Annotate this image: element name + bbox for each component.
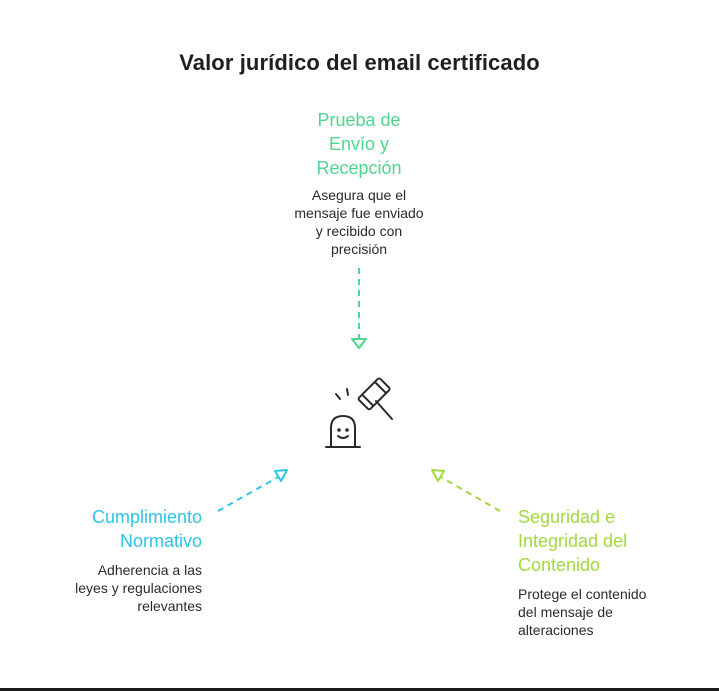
top-desc-line: y recibido con — [315, 223, 403, 239]
right-heading-line: Contenido — [518, 555, 601, 575]
top-heading-line: Recepción — [316, 158, 402, 178]
right-desc-line: Protege el contenido — [518, 586, 647, 602]
left-desc-line: leyes y regulaciones — [75, 580, 202, 596]
right-heading-line: Seguridad e — [518, 507, 616, 527]
top-desc-line: Asegura que el — [311, 187, 407, 203]
right-arrow — [432, 470, 500, 511]
right-heading-line: Integridad del — [518, 531, 628, 551]
top-desc-line: mensaje fue enviado — [294, 205, 424, 221]
top-heading-line: Envío y — [328, 134, 390, 154]
top-heading-line: Prueba de — [317, 110, 401, 130]
left-arrow — [218, 470, 287, 511]
diagram-title: Valor jurídico del email certificado — [179, 50, 540, 75]
left-heading-line: Normativo — [119, 531, 202, 551]
gavel-icon — [326, 378, 392, 447]
right-desc-line: alteraciones — [518, 622, 594, 638]
left-heading-line: Cumplimiento — [91, 507, 202, 527]
right-desc-line: del mensaje de — [518, 604, 613, 620]
left-desc-line: relevantes — [137, 598, 202, 614]
top-desc-line: precisión — [330, 241, 388, 257]
top-arrow — [352, 268, 366, 348]
left-desc-line: Adherencia a las — [97, 562, 202, 578]
